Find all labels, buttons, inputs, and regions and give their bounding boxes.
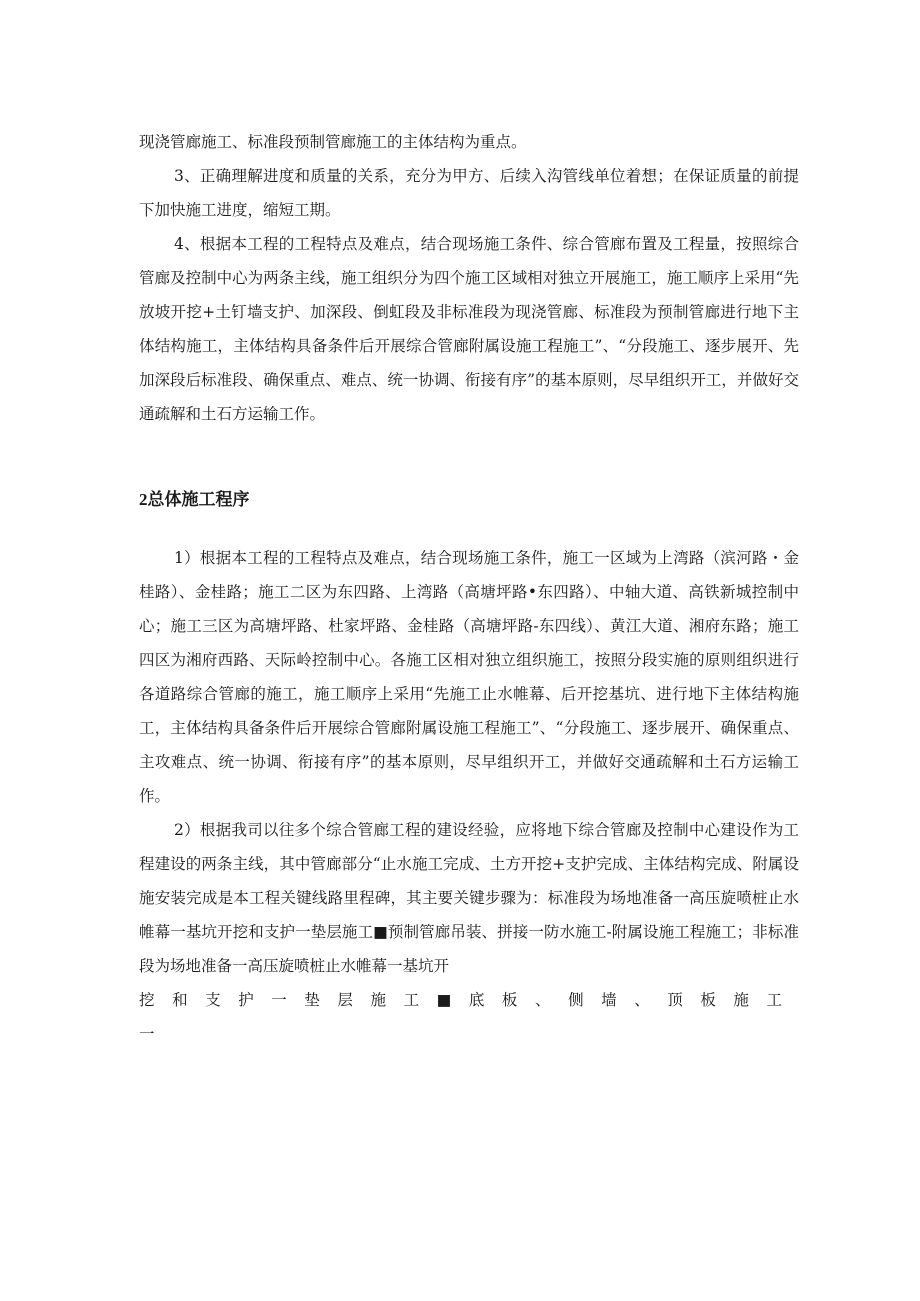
paragraph-continued: 现浇管廊施工、标准段预制管廊施工的主体结构为重点。 xyxy=(139,133,527,151)
paragraph-item-3: 3、正确理解进度和质量的关系，充分为甲方、后续入沟管线单位着想；在保证质量的前提下加快施工进度，缩短工期。 xyxy=(139,167,799,219)
section-heading xyxy=(139,485,250,515)
intro-section xyxy=(139,125,799,431)
paragraph-item-2: 2）根据我司以往多个综合管廊工程的建设经验，应将地下综合管廊及控制中心建设作为工程建设的两条主线，其中管廊部分“止水施工完成、土方开挖+支护完成、主体结构完成、附属设施安装完成是本工程关键线路里程碑，其主要关键步骤为：标准段为场地准备一高压旋喷桩止水帷幕一基坑开挖和支护一垫层施工■预制管廊吊装、拼接一防水施工-附属设施工程施工；非标准段为场地准备一高压旋喷桩止水帷幕一基坑开 xyxy=(139,821,799,975)
section-title: 总体施工程序 xyxy=(147,490,250,510)
section-number: 2 xyxy=(139,490,148,509)
paragraph-item-1: 1）根据本工程的工程特点及难点，结合现场施工条件，施工一区域为上湾路（滨河路・金桂路）、金桂路；施工二区为东四路、上湾路（高塘坪路•东四路）、中轴大道、高铁新城控制中心；施工三区为高塘坪路、杜家坪路、金桂路（高塘坪路-东四线）、黄江大道、湘府东路；施工四区为湘府西路、天际岭控制中心。各施工区相对独立组织施工，按照分段实施的原则组织进行各道路综合管廊的施工，施工顺序上采用“先施工止水帷幕、后开挖基坑、进行地下主体结构施工，主体结构具备条件后开展综合管廊附属设施工程施工”、“分段施工、逐步展开、确保重点、主攻难点、统一协调、衔接有序”的基本原则，尽早组织开工，并做好交通疏解和土石方运输工作。 xyxy=(139,549,799,805)
section-2-body xyxy=(139,541,799,1051)
paragraph-item-2-last-line: 挖和支护一垫层施工■底板、侧墙、顶板施工一 xyxy=(139,991,799,1043)
paragraph-item-4: 4、根据本工程的工程特点及难点，结合现场施工条件、综合管廊布置及工程量，按照综合管廊及控制中心为两条主线，施工组织分为四个施工区域相对独立开展施工，施工顺序上采用“先放坡开挖+土钉墙支护、加深段、倒虹段及非标准段为现浇管廊、标准段为预制管廊进行地下主体结构施工，主体结构具备条件后开展综合管廊附属设施工程施工”、“分段施工、逐步展开、先加深段后标准段、确保重点、难点、统一协调、衔接有序”的基本原则，尽早组织开工，并做好交通疏解和土石方运输工作。 xyxy=(139,235,799,423)
